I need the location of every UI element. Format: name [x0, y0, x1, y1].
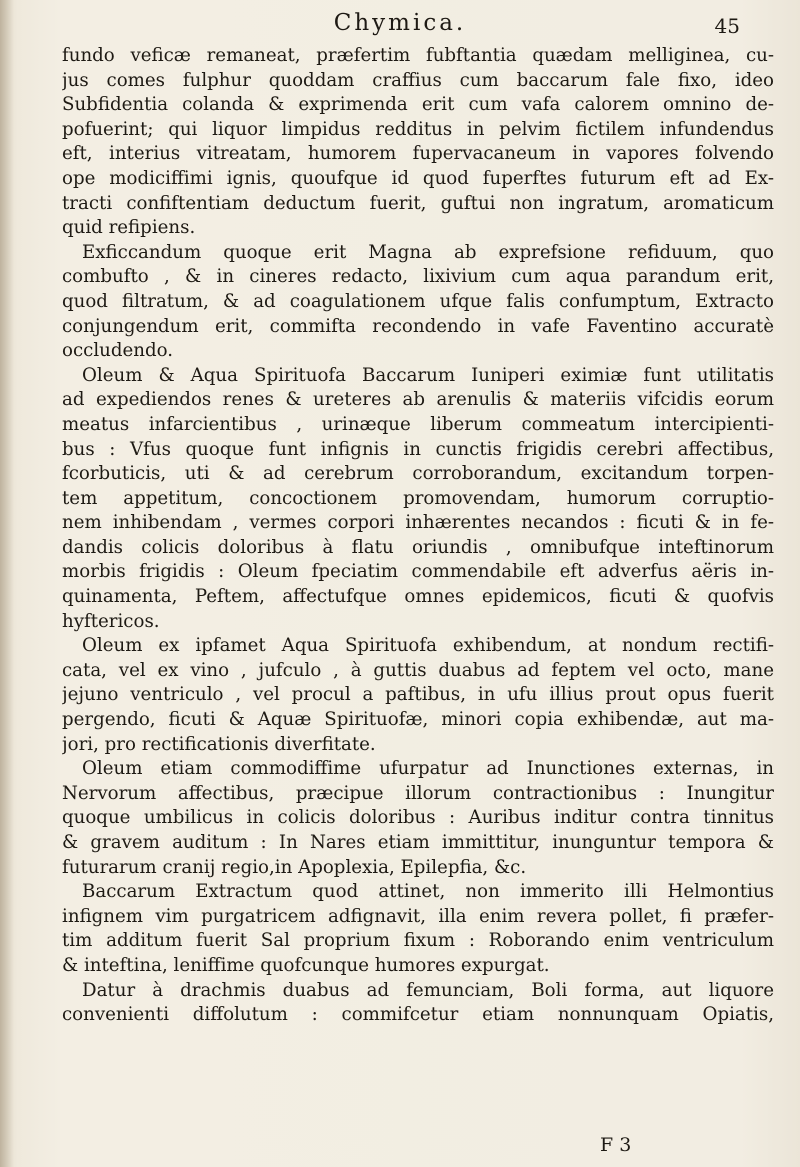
text-line: Oleum ex ipfamet Aqua Spirituofa exhibendum, at nondum rectifi- — [82, 635, 774, 657]
text-line: Exficcandum quoque erit Magna ab exprefsione refiduum, quo — [82, 241, 774, 263]
text-line: ad expediendos renes & ureteres ab arenulis & materiis vifcidis eorum — [62, 389, 774, 411]
text-line: infignem vim purgatricem adfignavit, illa enim revera pollet, fi præfer- — [62, 905, 774, 927]
text-line: dandis colicis doloribus à flatu oriundis , omnibufque inteftinorum — [62, 536, 774, 558]
signature-mark: F 3 — [600, 1134, 632, 1156]
text-line: quinamenta, Peftem, affectufque omnes epidemicos, ficuti & quofvis — [62, 586, 774, 608]
text-line: Datur à drachmis duabus ad femunciam, Boli forma, aut liquore — [82, 979, 774, 1001]
text-line: hyftericos. — [62, 610, 160, 632]
gutter-shadow — [0, 0, 14, 1167]
text-line: quid refipiens. — [62, 217, 196, 239]
text-line: morbis frigidis : Oleum fpeciatim commendabile eft adverfus aëris in- — [62, 561, 774, 583]
text-line: Baccarum Extractum quod attinet, non immerito illi Helmontius — [82, 881, 774, 903]
text-line: combufto , & in cineres redacto, lixivium cum aqua parandum erit, — [62, 266, 774, 288]
text-line: & inteftina, leniffime quofcunque humores expurgat. — [62, 954, 550, 976]
text-line: convenienti diffolutum : commifcetur etiam nonnunquam Opiatis, — [62, 1004, 774, 1026]
text-line: conjungendum erit, commifta recondendo in vafe Faventino accuratè — [62, 315, 774, 337]
text-line: occludendo. — [62, 340, 174, 362]
text-line: quoque umbilicus in colicis doloribus : Auribus inditur contra tinnitus — [62, 807, 774, 829]
text-line: fundo veficæ remaneat, præfertim fubftantia quædam melliginea, cu- — [62, 45, 774, 66]
text-line: eft, interius vitreatam, humorem fupervacaneum in vapores folvendo — [62, 143, 774, 165]
text-line: & gravem auditum : In Nares etiam immittitur, inunguntur tempora & — [62, 832, 774, 853]
text-line: meatus infarcientibus , urinæque liberum commeatum intercipienti- — [62, 413, 774, 435]
text-line: Subfidentia colanda & exprimenda erit cum vafa calorem omnino de- — [62, 94, 774, 116]
text-line: Nervorum affectibus, præcipue illorum contractionibus : Inungitur — [62, 782, 774, 804]
text-line: jus comes fulphur quoddam craffius cum baccarum fale fixo, ideo — [62, 69, 774, 91]
text-line: Oleum & Aqua Spirituofa Baccarum Iuniperi eximiæ funt utilitatis — [82, 364, 774, 386]
text-line: jejuno ventriculo , vel procul a paftibus, in ufu illius prout opus fuerit — [62, 684, 774, 706]
text-line: nem inhibendam , vermes corpori inhærentes necandos : ficuti & in fe- — [62, 512, 774, 534]
page-number: 45 — [714, 14, 740, 38]
text-line: Oleum etiam commodiffime ufurpatur ad Inunctiones externas, in — [82, 758, 774, 780]
text-line: tracti confiftentiam deductum fuerit, guftui non ingratum, aromaticum — [62, 192, 774, 214]
running-head: Chymica. — [333, 10, 467, 36]
text-line: fcorbuticis, uti & ad cerebrum corroborandum, excitandum torpen- — [62, 463, 774, 485]
text-line: bus : Vfus quoque funt infignis in cunctis frigidis cerebri affectibus, — [62, 438, 774, 460]
text-line: futurarum cranij regio,in Apoplexia, Epilepfia, &c. — [62, 856, 527, 878]
text-line: cata, vel ex vino , jufculo , à guttis duabus ad feptem vel octo, mane — [62, 659, 774, 681]
text-line: jori, pro rectificationis diverfitate. — [62, 733, 376, 755]
text-line: ope modiciffimi ignis, quoufque id quod fuperftes futurum eft ad Ex- — [62, 167, 774, 189]
text-line: pofuerint; qui liquor limpidus redditus in pelvim fictilem infundendus — [62, 118, 774, 140]
text-line: tem appetitum, concoctionem promovendam, humorum corruptio- — [62, 487, 774, 509]
text-line: quod filtratum, & ad coagulationem ufque falis confumptum, Extracto — [62, 290, 774, 312]
body-text — [62, 44, 774, 1028]
text-line: pergendo, ficuti & Aquæ Spirituofæ, minori copia exhibendæ, aut ma- — [62, 709, 774, 731]
page-header — [40, 10, 760, 44]
text-line: tim additum fuerit Sal proprium fixum : Roborando enim ventriculum — [62, 930, 774, 952]
